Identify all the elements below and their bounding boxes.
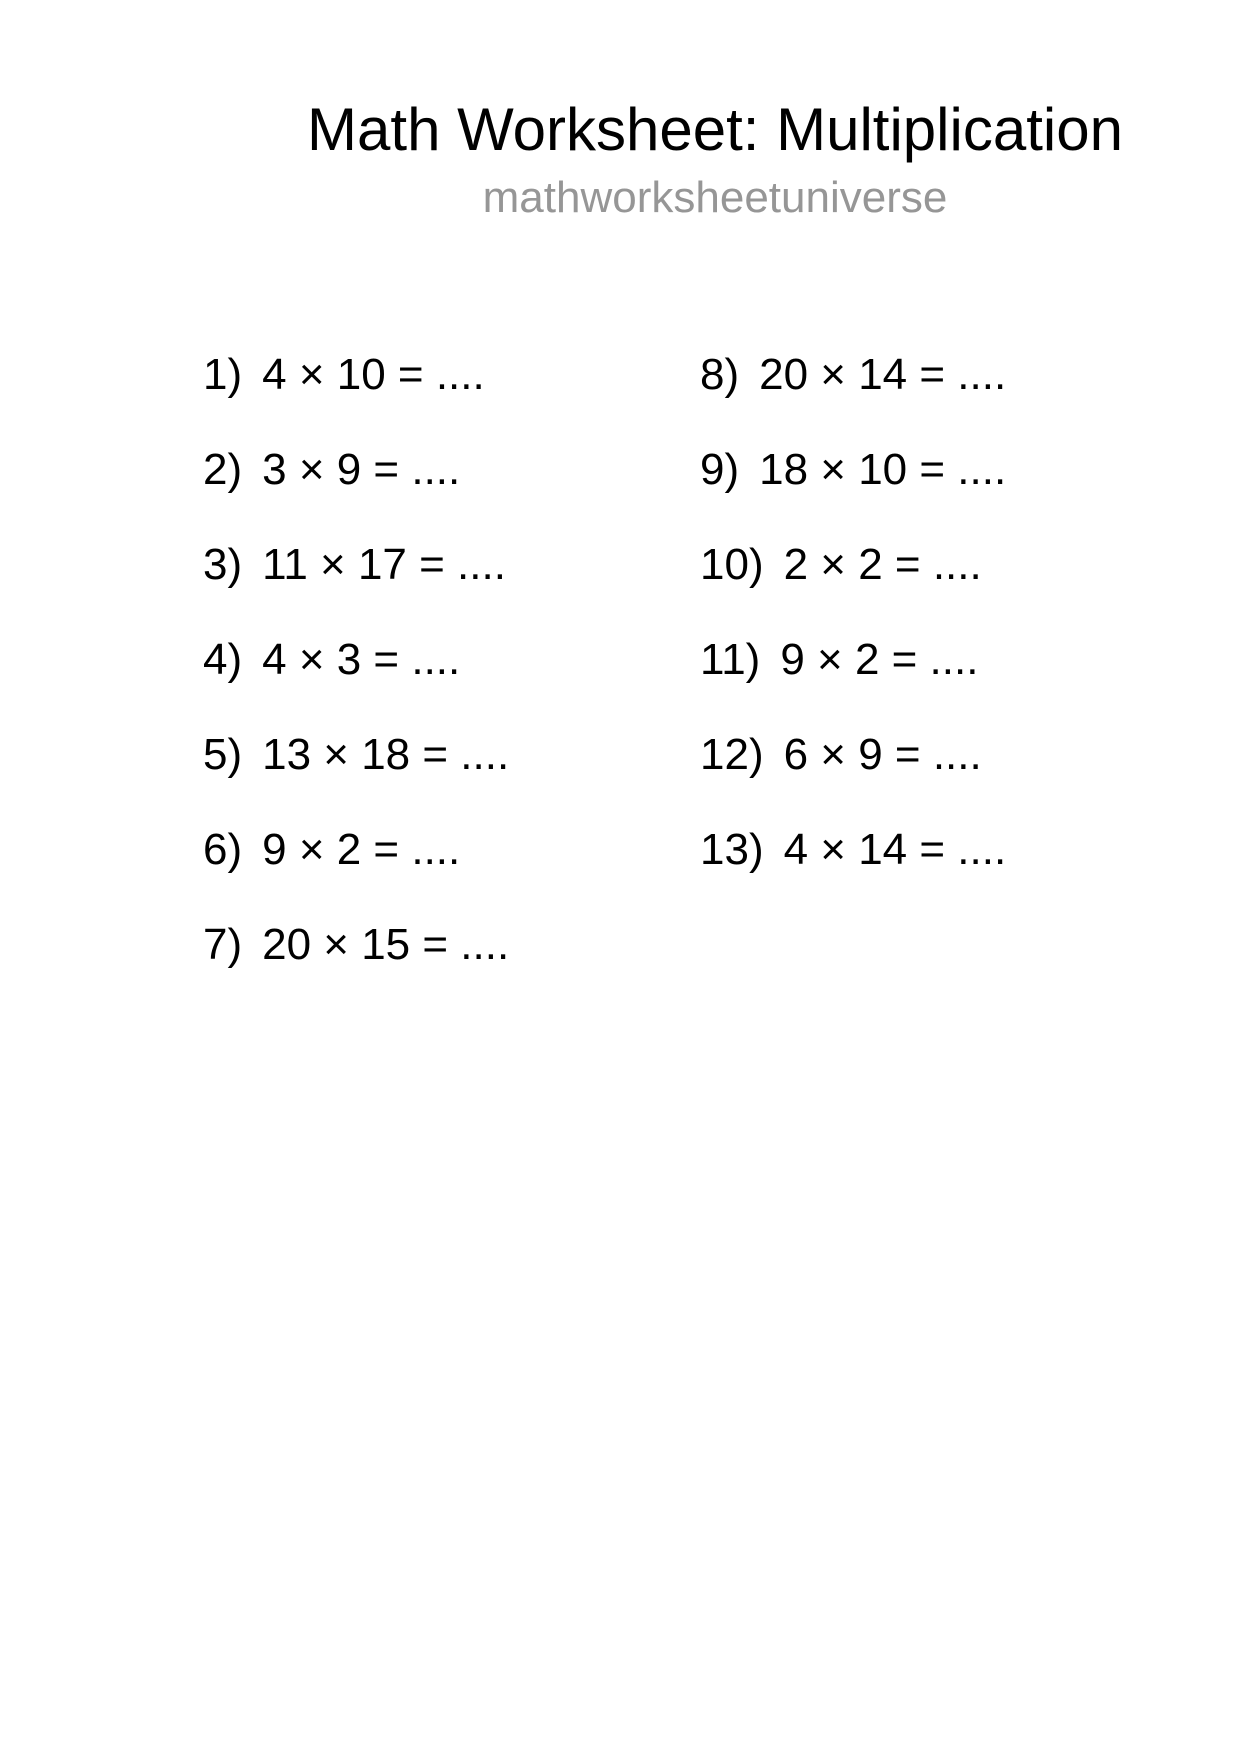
problem-row xyxy=(700,802,1006,897)
problem-expression: 9 × 2 = .... xyxy=(780,635,979,684)
problem-expression: 9 × 2 = .... xyxy=(262,825,461,874)
problem-expression: 20 × 15 = .... xyxy=(262,920,510,969)
problem-number: 4) xyxy=(203,635,243,684)
problem-row xyxy=(700,612,1006,707)
problem-number: 9) xyxy=(700,445,740,494)
problem-number: 13) xyxy=(700,825,764,874)
problem-row xyxy=(700,327,1006,422)
problem-expression: 2 × 2 = .... xyxy=(783,540,982,589)
problem-number: 12) xyxy=(700,730,764,779)
problem-expression: 4 × 14 = .... xyxy=(783,825,1007,874)
problem-row xyxy=(203,327,509,422)
problem-expression: 6 × 9 = .... xyxy=(783,730,982,779)
problem-number: 11) xyxy=(700,635,761,684)
problem-expression: 13 × 18 = .... xyxy=(262,730,510,779)
problem-row xyxy=(203,802,509,897)
problems-column-left xyxy=(203,327,509,992)
page-title: Math Worksheet: Multiplication xyxy=(307,96,1123,163)
problem-expression: 18 × 10 = .... xyxy=(759,445,1007,494)
problem-number: 6) xyxy=(203,825,243,874)
problem-row xyxy=(203,517,509,612)
problem-row xyxy=(203,612,509,707)
problem-number: 1) xyxy=(203,350,243,399)
problem-expression: 20 × 14 = .... xyxy=(759,350,1007,399)
problem-number: 2) xyxy=(203,445,243,494)
problems-column-right xyxy=(700,327,1006,897)
problem-row xyxy=(700,707,1006,802)
problem-row xyxy=(203,422,509,517)
problem-number: 5) xyxy=(203,730,243,779)
problem-row xyxy=(700,517,1006,612)
problem-row xyxy=(700,422,1006,517)
problem-number: 7) xyxy=(203,920,243,969)
problem-number: 10) xyxy=(700,540,764,589)
problem-expression: 11 × 17 = .... xyxy=(262,540,506,589)
problem-number: 8) xyxy=(700,350,740,399)
problem-expression: 4 × 10 = .... xyxy=(262,350,485,399)
problem-expression: 4 × 3 = .... xyxy=(262,635,461,684)
page-subtitle: mathworksheetuniverse xyxy=(482,173,948,222)
problem-expression: 3 × 9 = .... xyxy=(262,445,461,494)
problem-row xyxy=(203,897,509,992)
problem-row xyxy=(203,707,509,802)
problem-number: 3) xyxy=(203,540,243,589)
